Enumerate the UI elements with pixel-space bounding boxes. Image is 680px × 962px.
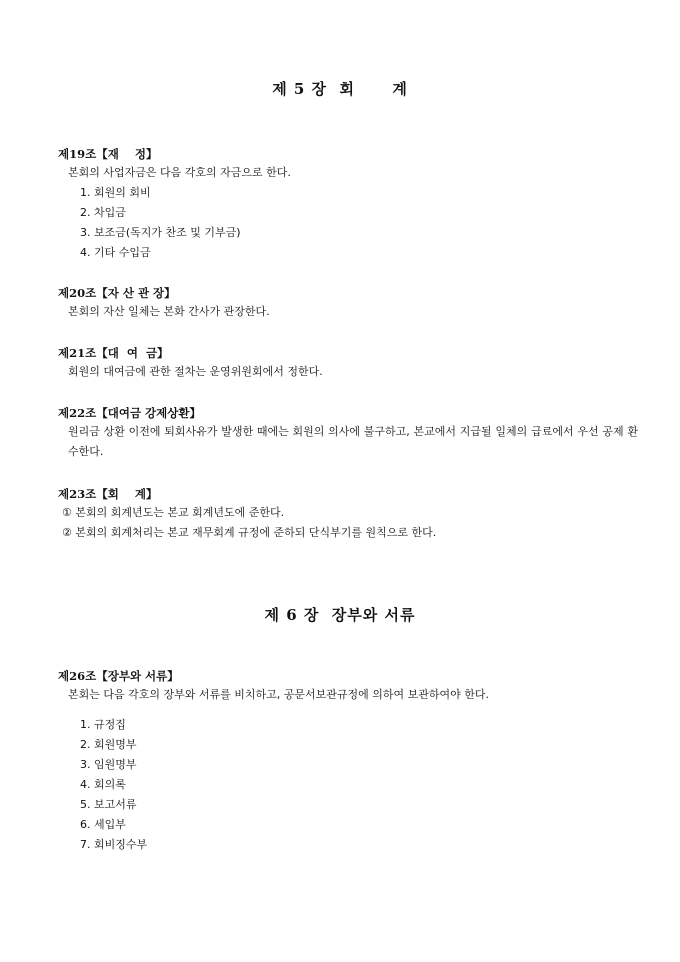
article-23-heading: 제23조【회 계】	[58, 487, 158, 501]
chapter-6-title: 제 6 장 장부와 서류	[264, 606, 416, 624]
article-21	[58, 344, 638, 382]
list-item: 4. 기타 수입금	[80, 246, 151, 259]
article-20-heading: 제20조【자 산 관 장】	[58, 286, 176, 300]
list-item: ② 본회의 회계처리는 본교 재무회계 규정에 준하되 단식부기를 원칙으로 한다.	[62, 526, 437, 539]
list-item: 5. 보고서류	[80, 798, 137, 811]
article-21-heading: 제21조【대 여 금】	[58, 346, 169, 360]
article-26-intro: 본회는 다음 각호의 장부와 서류를 비치하고, 공문서보관규정에 의하여 보관하여야 한다.	[68, 688, 489, 701]
article-21-body: 회원의 대여금에 관한 절차는 운영위원회에서 정한다.	[68, 365, 323, 378]
spacer	[58, 705, 638, 715]
article-20-body: 본회의 자산 일체는 본화 간사가 관장한다.	[68, 305, 270, 318]
list-item: 6. 세입부	[80, 818, 126, 831]
article-19-heading: 제19조【재 정】	[58, 147, 158, 161]
list-item: 2. 차입금	[80, 206, 126, 219]
list-item: 2. 회원명부	[80, 738, 137, 751]
article-23	[58, 485, 638, 543]
chapter-5-title: 제 5 장 회 계	[272, 80, 408, 98]
list-item: 3. 임원명부	[80, 758, 137, 771]
list-item: 4. 회의록	[80, 778, 126, 791]
list-item: 1. 회원의 회비	[80, 186, 151, 199]
article-22-body: 원리금 상환 이전에 퇴회사유가 발생한 때에는 회원의 의사에 불구하고, 본교에서 지급될 일체의 급료에서 우선 공제 환수한다.	[68, 425, 638, 458]
list-item: 3. 보조금(독지가 찬조 및 기부금)	[80, 226, 241, 239]
article-22-heading: 제22조【대여금 강제상환】	[58, 406, 201, 420]
article-22	[58, 404, 638, 462]
article-26	[58, 667, 638, 855]
article-19	[58, 145, 638, 263]
list-item: ① 본회의 회계년도는 본교 회계년도에 준한다.	[62, 506, 285, 519]
article-19-intro: 본회의 사업자금은 다음 각호의 자금으로 한다.	[68, 166, 291, 179]
list-item: 1. 규정집	[80, 718, 126, 731]
article-26-heading: 제26조【장부와 서류】	[58, 669, 179, 683]
article-20	[58, 284, 638, 322]
list-item: 7. 회비징수부	[80, 838, 148, 851]
